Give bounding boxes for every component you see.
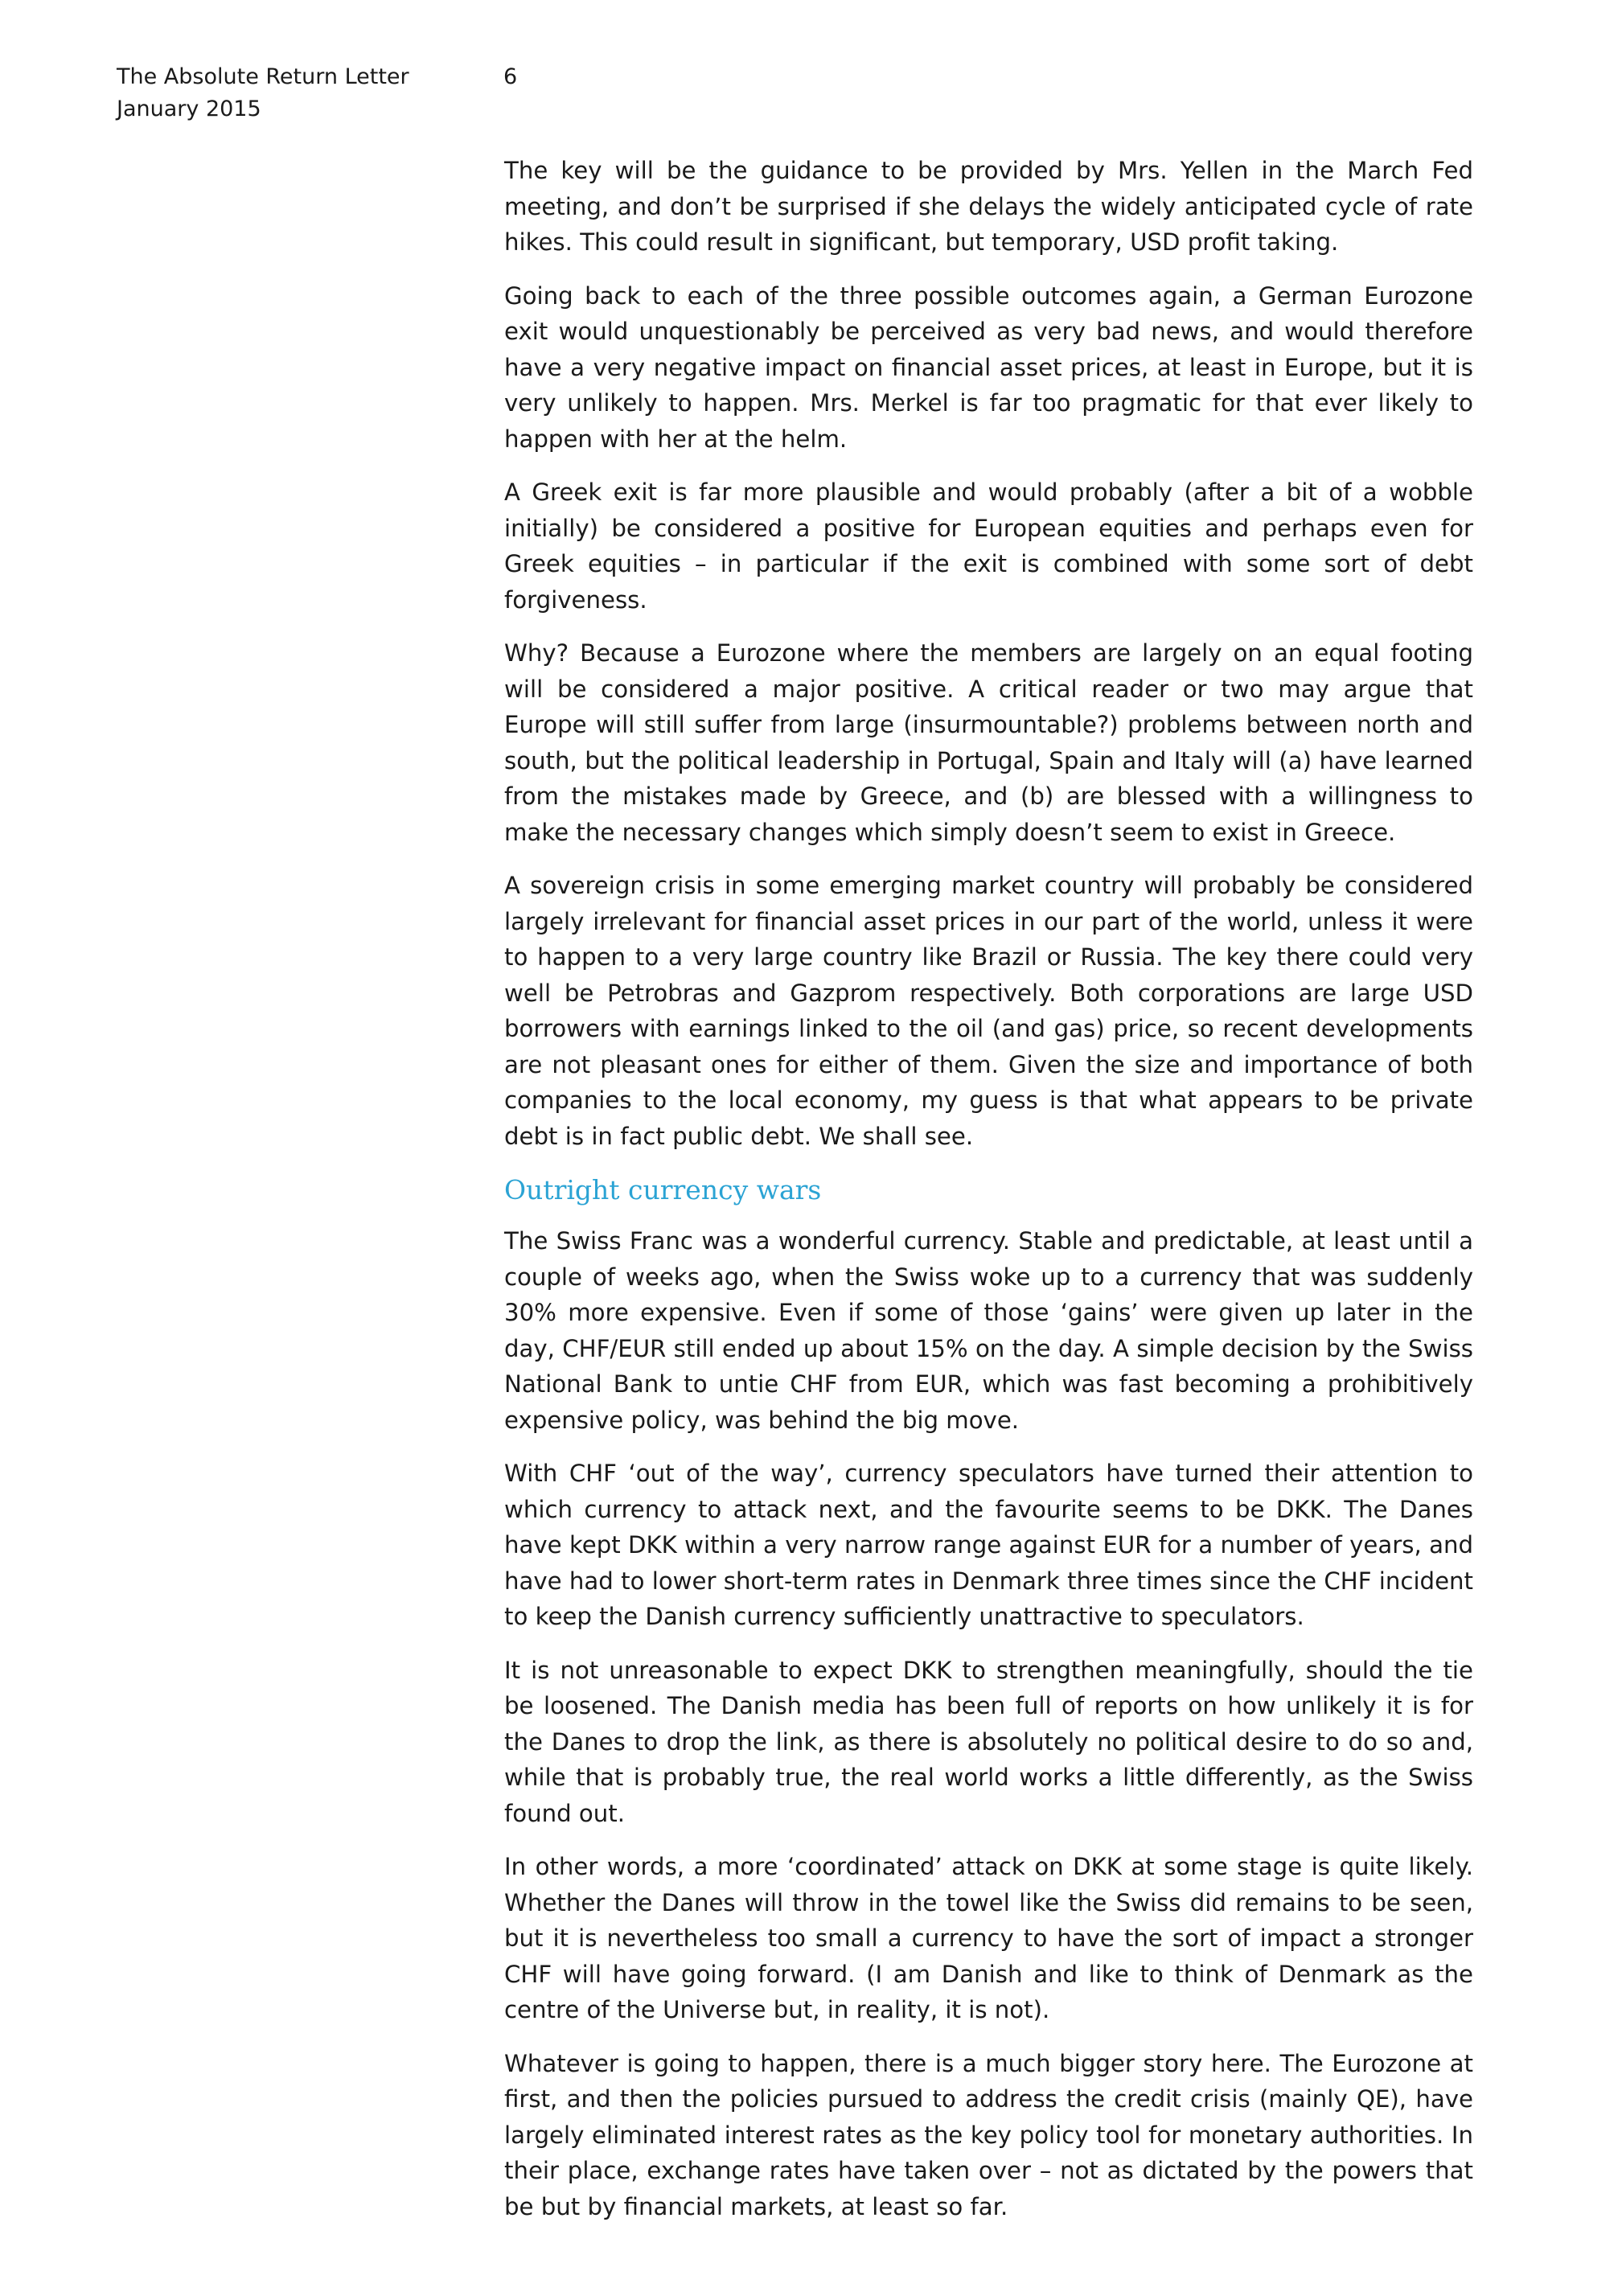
paragraph: Going back to each of the three possible outcomes again, a German Eurozone exit would unquestionably be perceived as very bad news, and would therefore have a very negative impact on financial asset prices, at least in Europe, but it is very unlikely to happen. Mrs. Merkel is far too pragmatic for that ever likely to happen with her at the helm. bbox=[504, 281, 1473, 453]
paragraph: It is not unreasonable to expect DKK to strengthen meaningfully, should the tie be loosened. The Danish media has been full of reports on how unlikely it is for the Danes to drop the link, as there is absolutely no political desire to do so and, while that is probably true, the real world works a little differently, as the Swiss found out. bbox=[504, 1656, 1473, 1827]
paragraph: A Greek exit is far more plausible and would probably (after a bit of a wobble initially) be considered a positive for European equities and perhaps even for Greek equities – in particular if the exit is combined with some sort of debt forgiveness. bbox=[504, 479, 1473, 614]
paragraph: Why? Because a Eurozone where the members are largely on an equal footing will be considered a major positive. A critical reader or two may argue that Europe will still suffer from large (insurmountable?) problems between north and south, but the political leadership in Portugal, Spain and Italy will (a) have learned from the mistakes made by Greece, and (b) are blessed with a willingness to make the necessary changes which simply doesn’t seem to exist in Greece. bbox=[504, 639, 1473, 846]
page-number: 6 bbox=[503, 64, 518, 89]
section-heading: Outright currency wars bbox=[504, 1174, 822, 1206]
paragraph: Whatever is going to happen, there is a much bigger story here. The Eurozone at first, and then the policies pursued to address the credit crisis (mainly QE), have largely eliminated interest rates as the key policy tool for monetary authorities. In their place, exchange rates have taken over – not as dictated by the powers that be but by financial markets, at least so far. bbox=[504, 2049, 1473, 2220]
paragraph: A sovereign crisis in some emerging market country will probably be considered largely irrelevant for financial asset prices in our part of the world, unless it were to happen to a very large country like Brazil or Russia. The key there could very well be Petrobras and Gazprom respectively. Both corporations are large USD borrowers with earnings linked to the oil (and gas) price, so recent developments are not pleasant ones for either of them. Given the size and importance of both companies to the local economy, my guess is that what appears to be private debt is in fact public debt. We shall see. bbox=[504, 872, 1473, 1150]
running-header bbox=[117, 61, 409, 125]
publication-date: January 2015 bbox=[117, 97, 261, 121]
paragraph: The Swiss Franc was a wonderful currency. Stable and predictable, at least until a couple of weeks ago, when the Swiss woke up to a currency that was suddenly 30% more expensive. Even if some of those ‘gains’ were given up later in the day, CHF/EUR still ended up about 15% on the day. A simple decision by the Swiss National Bank to untie CHF from EUR, which was fast becoming a prohibitively expensive policy, was behind the big move. bbox=[504, 1227, 1473, 1434]
paragraph: The key will be the guidance to be provided by Mrs. Yellen in the March Fed meeting, and don’t be surprised if she delays the widely anticipated cycle of rate hikes. This could result in significant, but temporary, USD profit taking. bbox=[504, 157, 1473, 256]
article-body bbox=[504, 153, 1473, 2242]
publication-title: The Absolute Return Letter bbox=[117, 64, 409, 89]
paragraph: In other words, a more ‘coordinated’ attack on DKK at some stage is quite likely. Whether the Danes will throw in the towel like the Swiss did remains to be seen, but it is nevertheless too small a currency to have the sort of impact a stronger CHF will have going forward. (I am Danish and like to think of Denmark as the centre of the Universe but, in reality, it is not). bbox=[504, 1853, 1473, 2023]
paragraph: With CHF ‘out of the way’, currency speculators have turned their attention to which currency to attack next, and the favourite seems to be DKK. The Danes have kept DKK within a very narrow range against EUR for a number of years, and have had to lower short-term rates in Denmark three times since the CHF incident to keep the Danish currency sufficiently unattractive to speculators. bbox=[504, 1460, 1473, 1630]
